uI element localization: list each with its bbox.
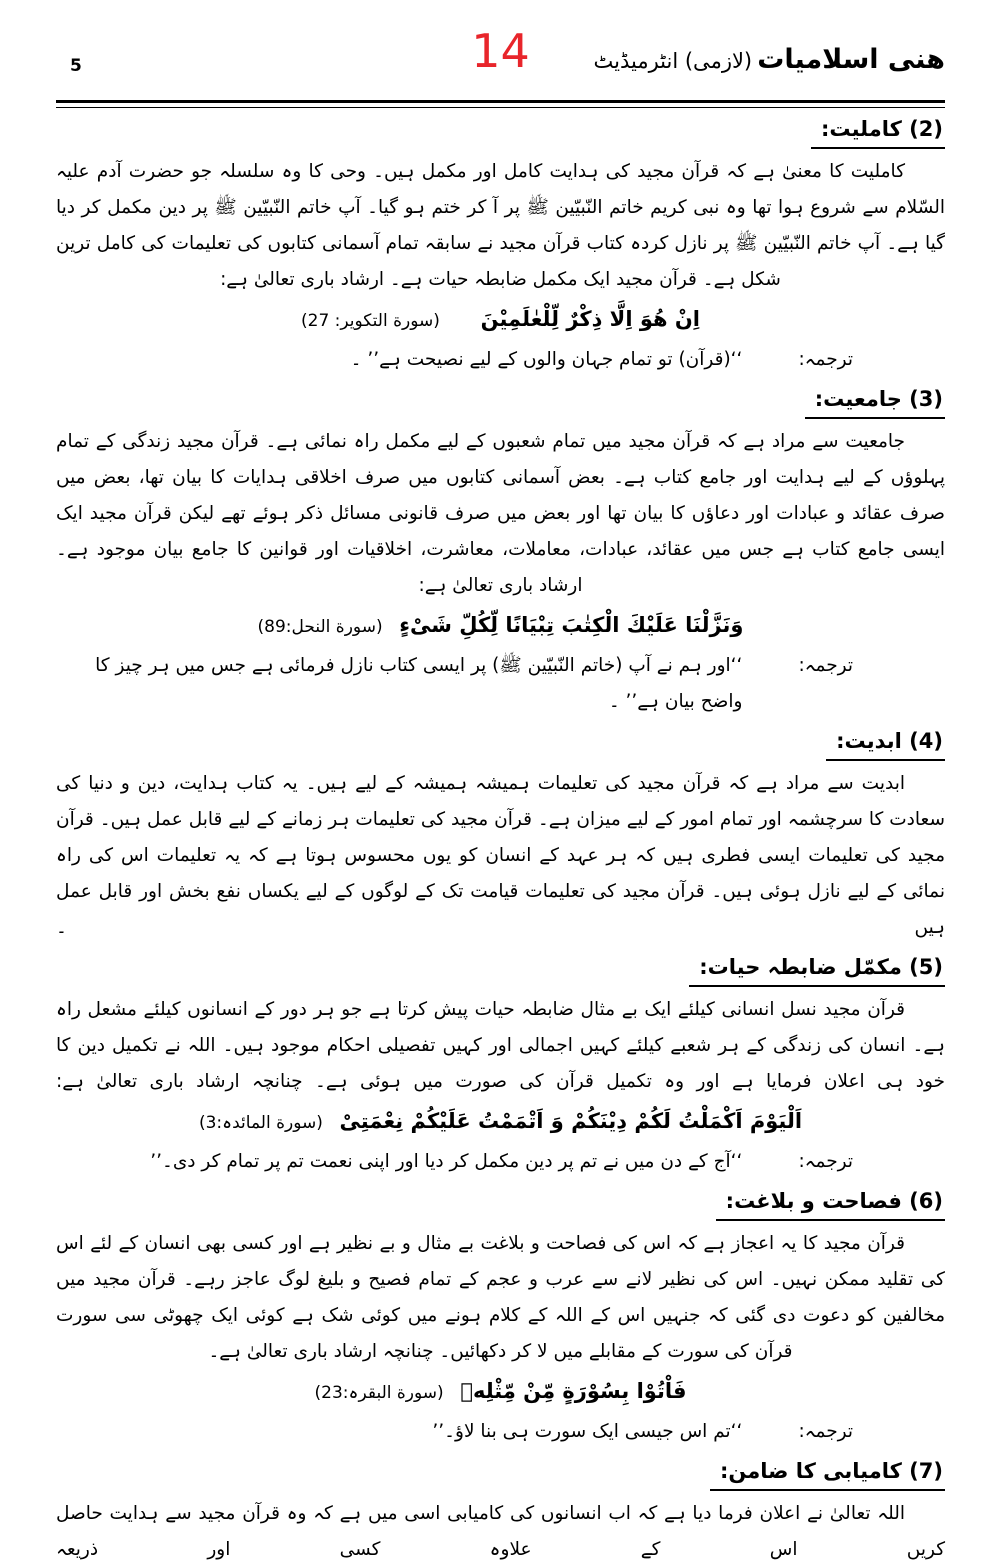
translation-label: ترجمہ: bbox=[798, 349, 853, 370]
section-kaamiliyat bbox=[56, 112, 945, 378]
surah-reference: (سورة المائدہ:3) bbox=[198, 1113, 323, 1133]
section-body: قرآن مجید نسل انسانی کیلئے ایک بے مثال ضابطہ حیات پیش کرتا ہے جو ہر دور کے انسانوں کیلئے مشعل راہ ہے۔ انسان کی زندگی کے ہر شعبے کیلئے کہیں اجمالی اور کہیں تفصیلی احکام موجود ہیں۔ اللہ نے تکمیل دین کا خود ہی اعلان فرمایا ہے اور وہ تکمیل قرآن کی صورت میں ہوئی ہے۔ چنانچہ ارشاد باری تعالیٰ ہے: bbox=[56, 999, 945, 1092]
quran-verse: اِنْ هُوَ اِلَّا ذِكْرٌ لِّلْعٰلَمِيْنَ bbox=[480, 307, 700, 331]
section-body: جامعیت سے مراد ہے کہ قرآن مجید میں تمام شعبوں کے لیے مکمل راہ نمائی ہے۔ قرآن مجید زندگی کے تمام پہلوؤں کے لیے ہدایت اور جامع کتاب ہے۔ بعض آسمانی کتابوں میں صرف اخلاقی ہدایات کا بیان تھا، بعض میں صرف عقائد و عبادات اور دعاؤں کا بیان تھا اور بعض میں صرف قانونی مسائل ذکر ہوئے تھے لیکن قرآن مجید ایک ایسی جامع کتاب ہے جس میں عقائد، عبادات، معاملات، معاشرت، اخلاقیات اور قوانین کا جامع بیان موجود ہے۔ ارشاد باری تعالیٰ ہے: bbox=[56, 431, 945, 596]
book-title-subtitle: (لازمی) انٹرمیڈیٹ bbox=[593, 49, 753, 73]
quran-verse: فَاْتُوْا بِسُوْرَةٍ مِّنْ مِّثْلِهٖ bbox=[460, 1379, 687, 1403]
quran-verse-row bbox=[56, 606, 945, 646]
section-zabita-hayat bbox=[56, 950, 945, 1180]
section-jaamiyat bbox=[56, 382, 945, 720]
section-body: کاملیت کا معنیٰ ہے کہ قرآن مجید کی ہدایت کامل اور مکمل ہیں۔ وحی کا وہ سلسلہ جو حضرت آدم علیہ السّلام سے شروع ہوا تھا وہ نبی کریم خاتم النّبیّین ﷺ پر آ کر ختم ہو گیا۔ آپ خاتم النّبیّین ﷺ پر دین مکمل کر دیا گیا ہے۔ آپ خاتم النّبیّین ﷺ پر نازل کردہ کتاب قرآن مجید نے سابقہ تمام آسمانی کتابوں کی تعلیمات کی کامل ترین شکل ہے۔ قرآن مجید ایک مکمل ضابطہ حیات ہے۔ ارشاد باری تعالیٰ ہے: bbox=[56, 161, 945, 290]
quran-verse: اَلْيَوْمَ اَكْمَلْتُ لَكُمْ دِيْنَكُمْ وَ اَتْمَمْتُ عَلَيْكُمْ نِعْمَتِیْ bbox=[339, 1109, 803, 1133]
translation-text: ‘‘(قرآن) تو تمام جہان والوں کے لیے نصیحت ہے’’ ۔ bbox=[350, 349, 743, 370]
translation-label: ترجمہ: bbox=[798, 1151, 853, 1172]
book-title bbox=[594, 44, 945, 75]
page-header bbox=[56, 24, 945, 100]
section-body: اللہ تعالیٰ نے اعلان فرما دیا ہے کہ اب انسانوں کی کامیابی اسی میں ہے کہ وہ قرآن مجید سے ہدایت حاصل کریں اس کے علاوہ کسی اور ذریعہ bbox=[56, 1503, 945, 1560]
lesson-number: 14 bbox=[471, 24, 530, 78]
translation-row bbox=[56, 1144, 945, 1180]
translation-text: ‘‘اور ہم نے آپ (خاتم النّبیّین ﷺ) پر ایسی کتاب نازل فرمائی ہے جس میں ہر چیز کا واضح بیان ہے’’ ۔ bbox=[95, 655, 743, 712]
book-title-bold: هنی اسلامیات bbox=[757, 44, 945, 75]
quran-verse-row bbox=[56, 1102, 945, 1142]
translation-text: ‘‘تم اس جیسی ایک سورت ہی بنا لاؤ۔’’ bbox=[432, 1421, 743, 1442]
surah-reference: (سورة التکویر: 27) bbox=[300, 311, 440, 331]
translation-row bbox=[56, 342, 945, 378]
translation-label: ترجمہ: bbox=[798, 1421, 853, 1442]
section-body: ابدیت سے مراد ہے کہ قرآن مجید کی تعلیمات ہمیشہ ہمیشہ کے لیے ہیں۔ یہ کتاب ہدایت، دین و دنیا کی سعادت کا سرچشمہ اور تمام امور کے لیے میزان ہے۔ قرآن مجید کی تعلیمات ہر زمانے کے لیے قابل عمل ہیں۔ قرآن مجید کی تعلیمات ایسی فطری ہیں کہ ہر عہد کے انسان کو یوں محسوس ہوتا ہے کہ یہ تعلیمات اس کی راہ نمائی کے لیے نازل ہوئی ہیں۔ قرآن مجید کی تعلیمات قیامت تک کے لوگوں کے لیے یکساں نفع بخش اور قابل عمل ہیں ۔ bbox=[56, 773, 945, 938]
section-kamyabi-ka-zamin bbox=[56, 1454, 945, 1568]
surah-reference: (سورة النحل:89) bbox=[257, 617, 383, 637]
translation-row bbox=[56, 1414, 945, 1450]
section-heading: (6) فصاحت و بلاغت: bbox=[716, 1186, 945, 1221]
quran-verse: وَنَزَّلْنَا عَلَيْكَ الْكِتٰبَ تِبْيَانًا لِّكُلِّ شَیْءٍ bbox=[399, 613, 744, 637]
translation-row bbox=[56, 648, 945, 720]
translation-label: ترجمہ: bbox=[798, 655, 853, 676]
header-divider bbox=[56, 100, 945, 108]
section-abdiyat bbox=[56, 724, 945, 946]
section-heading: (7) کامیابی کا ضامن: bbox=[710, 1456, 945, 1491]
section-heading: (4) ابدیت: bbox=[826, 726, 945, 761]
quran-verse-row bbox=[56, 1372, 945, 1412]
surah-reference: (سورة البقرہ:23) bbox=[314, 1383, 444, 1403]
section-fasahat-balaghat bbox=[56, 1184, 945, 1450]
quran-verse-row bbox=[56, 300, 945, 340]
section-heading: (5) مکمّل ضابطہ حیات: bbox=[689, 952, 945, 987]
section-heading: (2) کاملیت: bbox=[811, 114, 945, 149]
section-heading: (3) جامعیت: bbox=[805, 384, 945, 419]
translation-text: ‘‘آج کے دن میں نے تم پر دین مکمل کر دیا اور اپنی نعمت تم پر تمام کر دی۔’’ bbox=[150, 1151, 743, 1172]
page-number: 5 bbox=[70, 56, 82, 76]
section-body: قرآن مجید کا یہ اعجاز ہے کہ اس کی فصاحت و بلاغت بے مثال و بے نظیر ہے اور کسی بھی انسان کے لئے اس کی تقلید ممکن نہیں۔ اس کی نظیر لانے سے عرب و عجم کے تمام فصیح و بلیغ لوگ عاجز رہے۔ قرآن مجید میں مخالفین کو دعوت دی گئی کہ جنہیں اس کے اللہ کے کلام ہونے میں کوئی شک ہے کوئی ایک چھوٹی سی سورت قرآن کی سورت کے مقابلے میں لا کر دکھائیں۔ چنانچہ ارشاد باری تعالیٰ ہے۔ bbox=[56, 1233, 945, 1362]
